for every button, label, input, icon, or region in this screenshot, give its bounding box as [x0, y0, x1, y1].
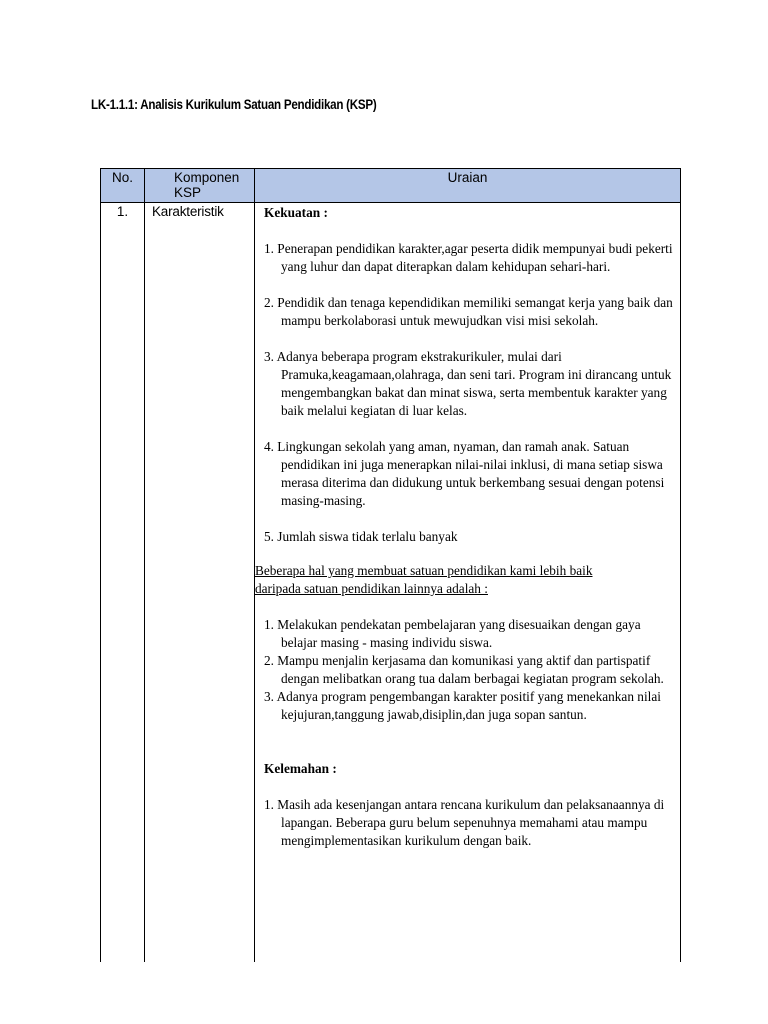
row-number: 1. [101, 203, 145, 963]
kekuatan-item-1: 1. Penerapan pendidikan karakter,agar peserta didik mempunyai budi pekerti yang luhur dan dapat diterapkan dalam kehidupan sehari-hari. [264, 241, 673, 274]
keunggulan-item-2: 2. Mampu menjalin kerjasama dan komunikasi yang aktif dan partispatif dengan melibatkan orang tua dalam berbagai kegiatan program sekolah. [264, 653, 664, 686]
keunggulan-intro: Beberapa hal yang membuat satuan pendidikan kami lebih baik daripada satuan pendidikan lainnya adalah : [255, 563, 593, 596]
ksp-analysis-table [100, 168, 681, 962]
document-title: LK-1.1.1: Analisis Kurikulum Satuan Pendidikan (KSP) [91, 97, 377, 112]
kekuatan-heading: Kekuatan : [264, 205, 328, 220]
table-row [101, 203, 681, 963]
header-uraian: Uraian [255, 169, 681, 203]
kelemahan-item-1: 1. Masih ada kesenjangan antara rencana kurikulum dan pelaksanaannya di lapangan. Beberapa guru belum sepenuhnya memahami atau mampu mengimplementasikan kurikulum dengan baik. [264, 797, 665, 848]
header-komponen: Komponen KSP [145, 169, 255, 203]
kelemahan-heading: Kelemahan : [264, 761, 337, 776]
kekuatan-item-2: 2. Pendidik dan tenaga kependidikan memiliki semangat kerja yang baik dan mampu berkolaborasi untuk mewujudkan visi misi sekolah. [264, 295, 673, 328]
row-uraian [255, 203, 681, 963]
kekuatan-item-3: 3. Adanya beberapa program ekstrakurikuler, mulai dari Pramuka,keagamaan,olahraga, dan seni tari. Program ini dirancang untuk mengembangkan bakat dan minat siswa, serta membentuk karakter yang baik melalui kegiatan di luar kelas. [264, 349, 672, 418]
kekuatan-item-4: 4. Lingkungan sekolah yang aman, nyaman, dan ramah anak. Satuan pendidikan ini juga menerapkan nilai-nilai inklusi, di mana setiap siswa merasa diterima dan didukung untuk berkembang sesuai dengan potensi masing-masing. [264, 439, 665, 508]
header-no: No. [101, 169, 145, 203]
keunggulan-item-1: 1. Melakukan pendekatan pembelajaran yang disesuaikan dengan gaya belajar masing - masing individu siswa. [264, 617, 641, 650]
row-komponen: Karakteristik [145, 203, 255, 963]
kekuatan-item-5: 5. Jumlah siswa tidak terlalu banyak [264, 529, 458, 544]
table-header-row [101, 169, 681, 203]
keunggulan-item-3: 3. Adanya program pengembangan karakter positif yang menekankan nilai kejujuran,tanggung jawab,disiplin,dan juga sopan santun. [264, 689, 661, 722]
